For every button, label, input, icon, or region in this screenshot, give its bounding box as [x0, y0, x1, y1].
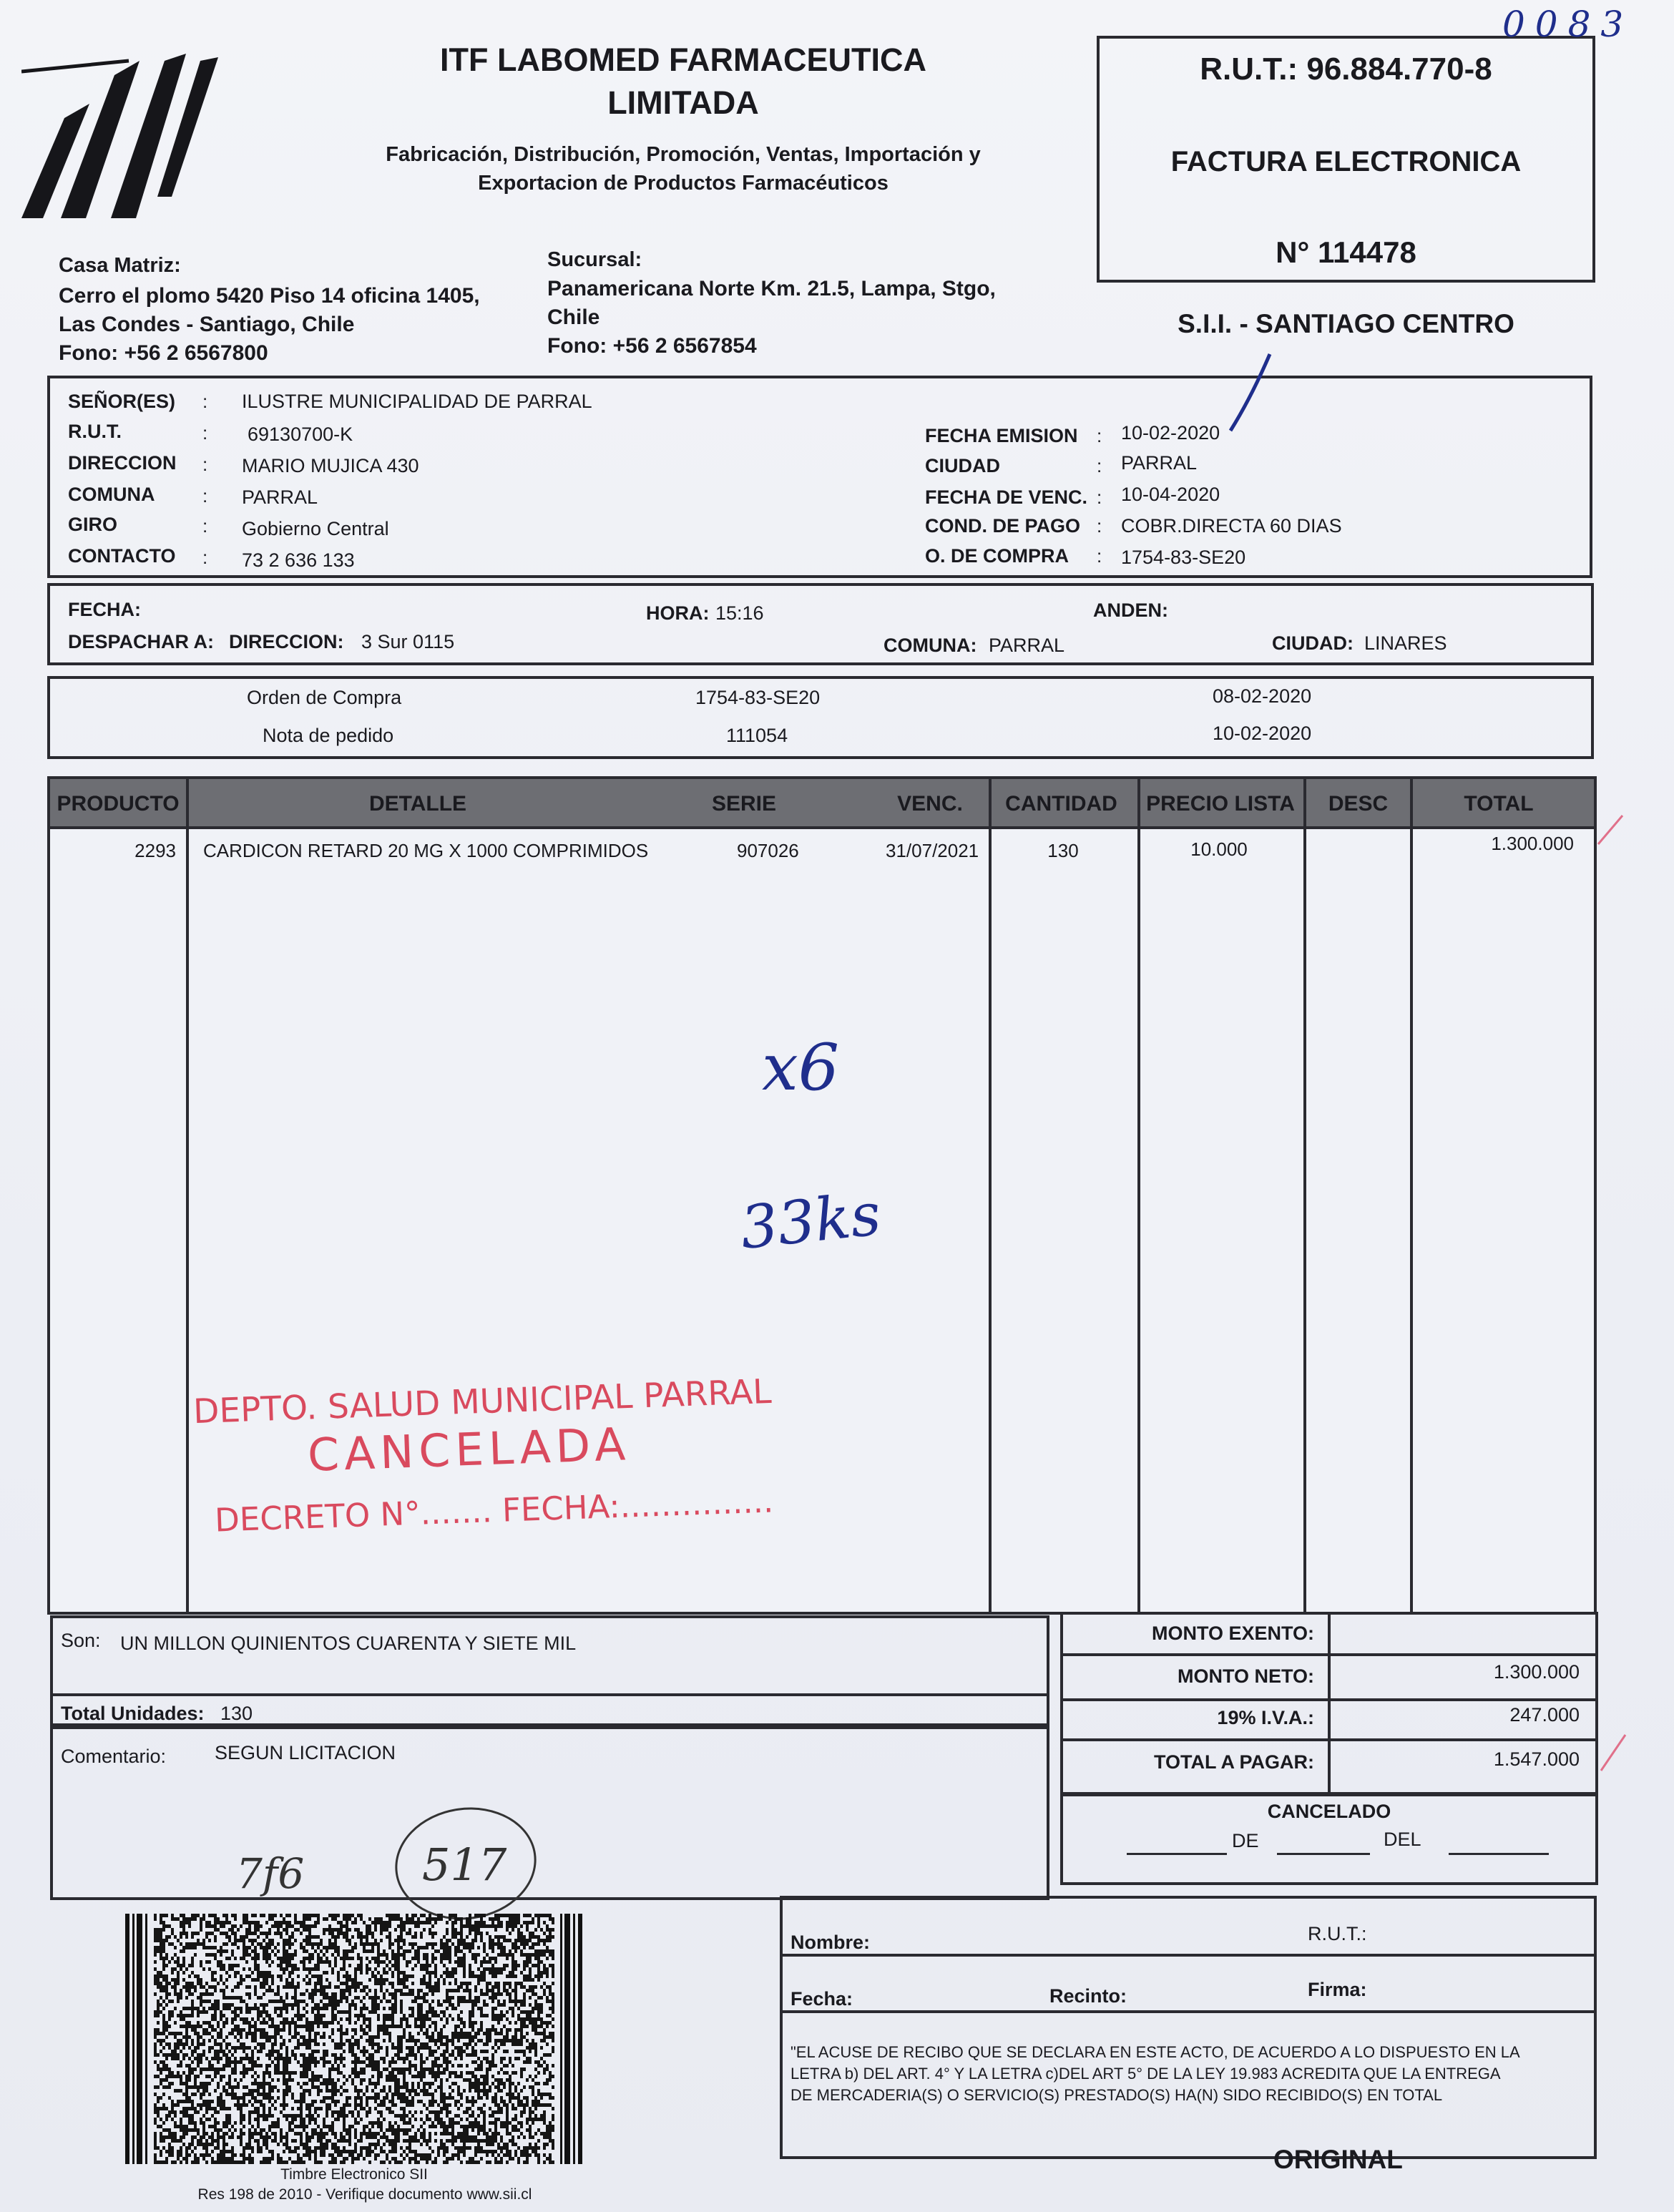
customer-rut-label: R.U.T. [68, 421, 122, 442]
sucursal-address: Panamericana Norte Km. 21.5, Lampa, Stgo, [547, 277, 996, 300]
monto-exento-label: MONTO EXENTO: [1151, 1623, 1314, 1644]
reference-label: Nota de pedido [263, 725, 394, 746]
casa-matriz-label: Casa Matriz: [59, 254, 181, 277]
cell-producto: 2293 [134, 840, 176, 861]
dispatch-comuna: PARRAL [989, 635, 1065, 656]
fecha-venc-label: FECHA DE VENC. [925, 486, 1088, 508]
amount-in-words: UN MILLON QUINIENTOS CUARENTA Y SIETE MIL [120, 1633, 577, 1654]
issuer-rut: R.U.T.: 96.884.770-8 [1200, 52, 1492, 87]
stamp-department: DEPTO. SALUD MUNICIPAL PARRAL [192, 1371, 773, 1432]
handwritten-note: 7f6 [236, 1849, 305, 1898]
dispatch-ciudad-label: CIUDAD: [1272, 632, 1354, 654]
col-header-precio: PRECIO LISTA [1146, 792, 1295, 816]
legal-text: DE MERCADERIA(S) O SERVICIO(S) PRESTADO(S) HA(N) SIDO RECIBIDO(S) EN TOTAL [790, 2086, 1443, 2104]
comuna-label: COMUNA [68, 484, 155, 505]
pink-tick-mark [1597, 812, 1625, 848]
col-header-cantidad: CANTIDAD [1005, 792, 1117, 816]
col-header-serie: SERIE [711, 792, 777, 816]
comment: SEGUN LICITACION [215, 1742, 396, 1763]
fecha-emision-label: FECHA EMISION [925, 425, 1078, 446]
cell-serie: 907026 [737, 840, 799, 861]
timbre-label: Timbre Electronico SII [280, 2166, 428, 2183]
ciudad-label: CIUDAD [925, 455, 1000, 476]
dispatch-comuna-label: COMUNA: [884, 635, 977, 656]
giro-label: GIRO [68, 514, 118, 535]
total-units: 130 [220, 1703, 253, 1724]
receipt-rut-label: R.U.T.: [1308, 1923, 1367, 1944]
cancelado-de-label: DE [1232, 1830, 1259, 1851]
customer-address: MARIO MUJICA 430 [242, 455, 419, 476]
timbre-electronico-barcode [125, 1914, 583, 2164]
dispatch-direccion-label: DIRECCION: [229, 631, 344, 652]
legal-text: "EL ACUSE DE RECIBO QUE SE DECLARA EN ESTE ACTO, DE ACUERDO A LO DISPUESTO EN LA [790, 2043, 1520, 2061]
company-name: ITF LABOMED FARMACEUTICA [440, 41, 926, 78]
handwritten-note: 33ks [737, 1180, 884, 1263]
handwritten-check-mark [1216, 351, 1281, 436]
invoice-number: N° 114478 [1276, 235, 1416, 269]
customer-city: PARRAL [1121, 452, 1198, 474]
sii-office: S.I.I. - SANTIAGO CENTRO [1178, 309, 1514, 338]
cell-venc: 31/07/2021 [886, 840, 979, 861]
col-header-desc: DESC [1328, 792, 1389, 816]
comentario-box [50, 1726, 1049, 1900]
handwritten-note: x6 [762, 1030, 840, 1105]
direccion-label: DIRECCION [68, 452, 177, 474]
iva-amount: 247.000 [1509, 1704, 1580, 1726]
invoice-id-box [1097, 36, 1595, 283]
company-logo [21, 32, 222, 225]
company-description: Fabricación, Distribución, Promoción, Ventas, Importación y [386, 143, 981, 166]
cell-total: 1.300.000 [1491, 833, 1574, 854]
senores-label: SEÑOR(ES) [68, 391, 176, 412]
cell-precio: 10.000 [1190, 838, 1248, 860]
reference-date: 08-02-2020 [1213, 685, 1312, 707]
col-header-total: TOTAL [1464, 792, 1534, 816]
pink-tick-mark [1600, 1731, 1628, 1774]
cancelado-label: CANCELADO [1267, 1801, 1391, 1822]
reference-number: 1754-83-SE20 [695, 687, 821, 708]
o-compra-label: O. DE COMPRA [925, 545, 1070, 567]
original-label: ORIGINAL [1273, 2145, 1403, 2174]
monto-neto-label: MONTO NETO: [1177, 1665, 1314, 1687]
cell-detalle: CARDICON RETARD 20 MG X 1000 COMPRIMIDOS [203, 840, 649, 861]
payment-terms: COBR.DIRECTA 60 DIAS [1121, 515, 1342, 537]
receipt-box [780, 1896, 1597, 2159]
reference-date: 10-02-2020 [1213, 723, 1312, 744]
customer-comuna: PARRAL [242, 486, 318, 508]
total-unidades-label: Total Unidades: [61, 1703, 205, 1724]
customer-rut: 69130700-K [248, 424, 353, 445]
sucursal-country: Chile [547, 305, 600, 329]
issue-date: 10-02-2020 [1121, 422, 1220, 444]
timbre-resolution: Res 198 de 2010 - Verifique documento www.sii.cl [197, 2186, 532, 2203]
net-amount: 1.300.000 [1493, 1661, 1580, 1683]
son-label: Son: [61, 1630, 101, 1651]
reference-label: Orden de Compra [247, 687, 402, 708]
comentario-label: Comentario: [61, 1746, 167, 1767]
dispatch-city: LINARES [1364, 632, 1447, 654]
customer-giro: Gobierno Central [242, 518, 389, 539]
anden-label: ANDEN: [1093, 600, 1168, 621]
iva-label: 19% I.V.A.: [1217, 1707, 1314, 1728]
dispatch-fecha-label: FECHA: [68, 599, 141, 620]
stamp-decreto: DECRETO N°....... FECHA:............... [214, 1482, 774, 1540]
legal-text: LETRA b) DEL ART. 4° Y LA LETRA c)DEL ART 5° DE LA LEY 19.983 ACREDITA QUE LA ENTREGA [790, 2065, 1501, 2083]
sucursal-label: Sucursal: [547, 248, 642, 271]
cell-cantidad: 130 [1047, 840, 1079, 861]
casa-matriz-phone: Fono: +56 2 6567800 [59, 341, 268, 365]
col-header-producto: PRODUCTO [57, 792, 180, 816]
customer-name: ILUSTRE MUNICIPALIDAD DE PARRAL [242, 391, 592, 412]
col-header-detalle: DETALLE [368, 792, 467, 816]
total-pagar-label: TOTAL A PAGAR: [1154, 1751, 1314, 1773]
dispatch-hora-label: HORA: [646, 602, 710, 624]
cond-pago-label: COND. DE PAGO [925, 515, 1081, 537]
total-amount: 1.547.000 [1493, 1748, 1580, 1770]
dispatch-time: 15:16 [715, 602, 764, 624]
receipt-firma-label: Firma: [1308, 1979, 1367, 2000]
due-date: 10-04-2020 [1121, 484, 1220, 505]
receipt-nombre-label: Nombre: [790, 1932, 871, 1953]
despachar-label: DESPACHAR A: [68, 631, 215, 652]
customer-contact: 73 2 636 133 [242, 549, 355, 571]
casa-matriz-city: Las Condes - Santiago, Chile [59, 313, 355, 336]
stamp-cancelada: CANCELADA [306, 1418, 632, 1482]
reference-number: 111054 [726, 725, 788, 746]
receipt-recinto-label: Recinto: [1049, 1985, 1127, 2007]
sucursal-phone: Fono: +56 2 6567854 [547, 334, 757, 358]
contacto-label: CONTACTO [68, 545, 176, 567]
handwritten-circled-number: 517 [422, 1839, 507, 1891]
casa-matriz-address: Cerro el plomo 5420 Piso 14 oficina 1405, [59, 284, 480, 308]
handwritten-corner-number: 0083 [1502, 4, 1634, 45]
company-description-line2: Exportacion de Productos Farmacéuticos [478, 172, 889, 195]
receipt-fecha-label: Fecha: [790, 1988, 853, 2010]
purchase-order: 1754-83-SE20 [1121, 547, 1246, 568]
document-type: FACTURA ELECTRONICA [1170, 146, 1522, 177]
col-header-venc: VENC. [897, 792, 963, 816]
cancelado-del-label: DEL [1384, 1829, 1421, 1850]
dispatch-address: 3 Sur 0115 [361, 631, 455, 652]
company-name-line2: LIMITADA [607, 84, 759, 121]
